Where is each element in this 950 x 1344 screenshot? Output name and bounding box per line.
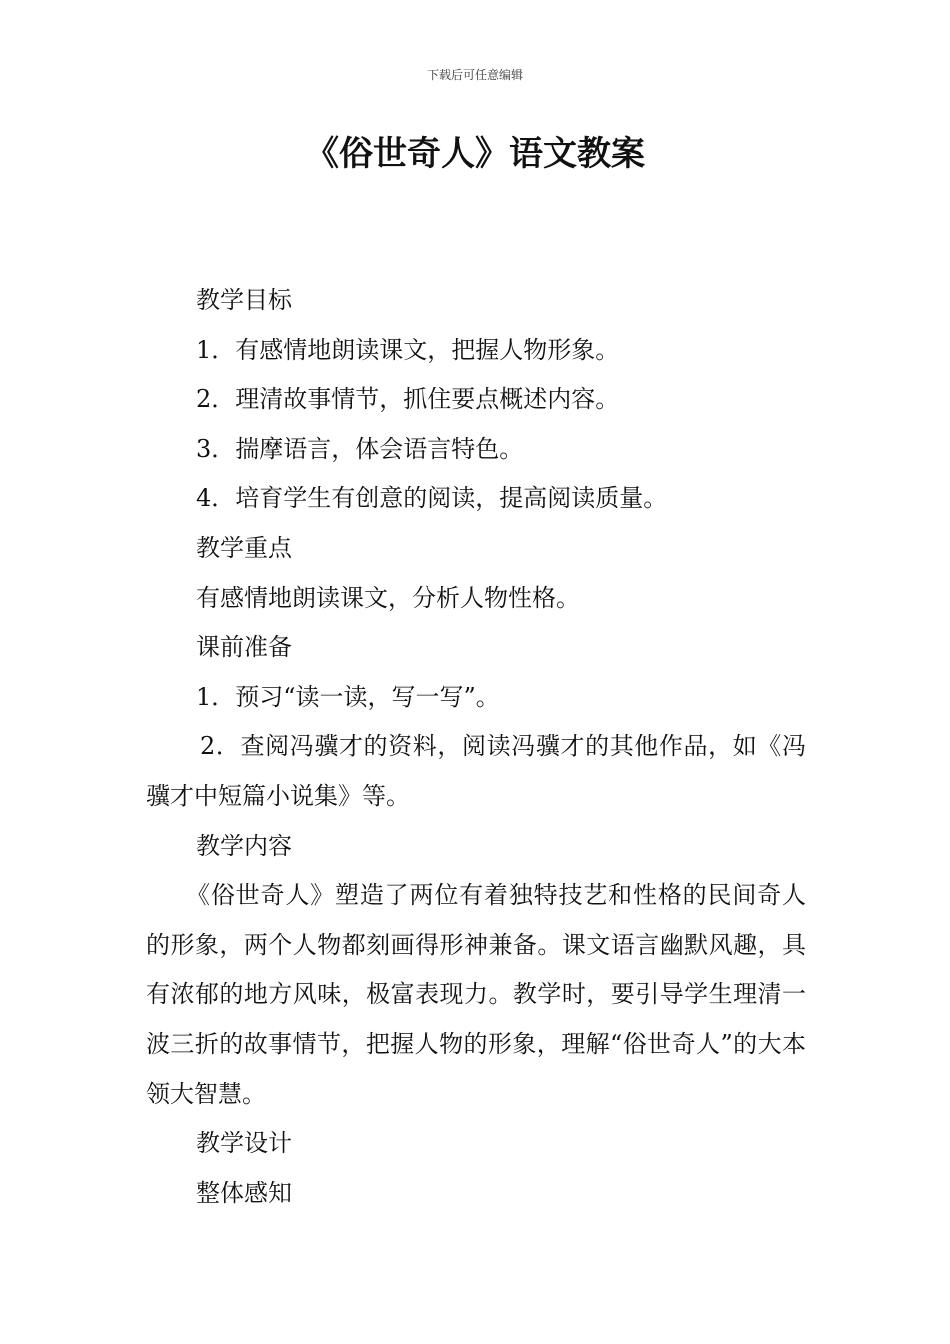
document-title: 《俗世奇人》语文教案 [305,134,645,174]
objective-item-1: 1．有感情地朗读课文，把握人物形象。 [196,335,620,364]
content-paragraph: 《俗世奇人》塑造了两位有着独特技艺和性格的民间奇人的形象，两个人物都刻画得形神兼备。课文语言幽默风趣，具有浓郁的地方风味，极富表现力。教学时，要引导学生理清一波三折的故事情节，把握人物的形象，理解“俗世奇人”的大本领大智慧。 [146,881,806,1108]
section-heading-design: 教学设计 [196,1129,292,1158]
section-heading-content: 教学内容 [196,831,292,860]
section-heading-key-points: 教学重点 [196,533,292,562]
key-point-text: 有感情地朗读课文，分析人物性格。 [196,583,580,612]
document-body [146,276,806,1218]
section-heading-preparation: 课前准备 [196,633,292,662]
preparation-item-2: 2．查阅冯骥才的资料，阅读冯骥才的其他作品，如《冯骥才中短篇小说集》等。 [146,732,806,810]
section-heading-objectives: 教学目标 [196,286,292,314]
objective-item-2: 2．理清故事情节，抓住要点概述内容。 [196,385,620,414]
section-heading-overall: 整体感知 [196,1178,292,1207]
objective-item-3: 3．揣摩语言，体会语言特色。 [196,434,524,463]
preparation-item-1: 1．预习“读一读，写一写”。 [196,682,500,711]
page-header-note: 下载后可任意编辑 [426,68,523,82]
objective-item-4: 4．培育学生有创意的阅读，提高阅读质量。 [196,484,668,513]
